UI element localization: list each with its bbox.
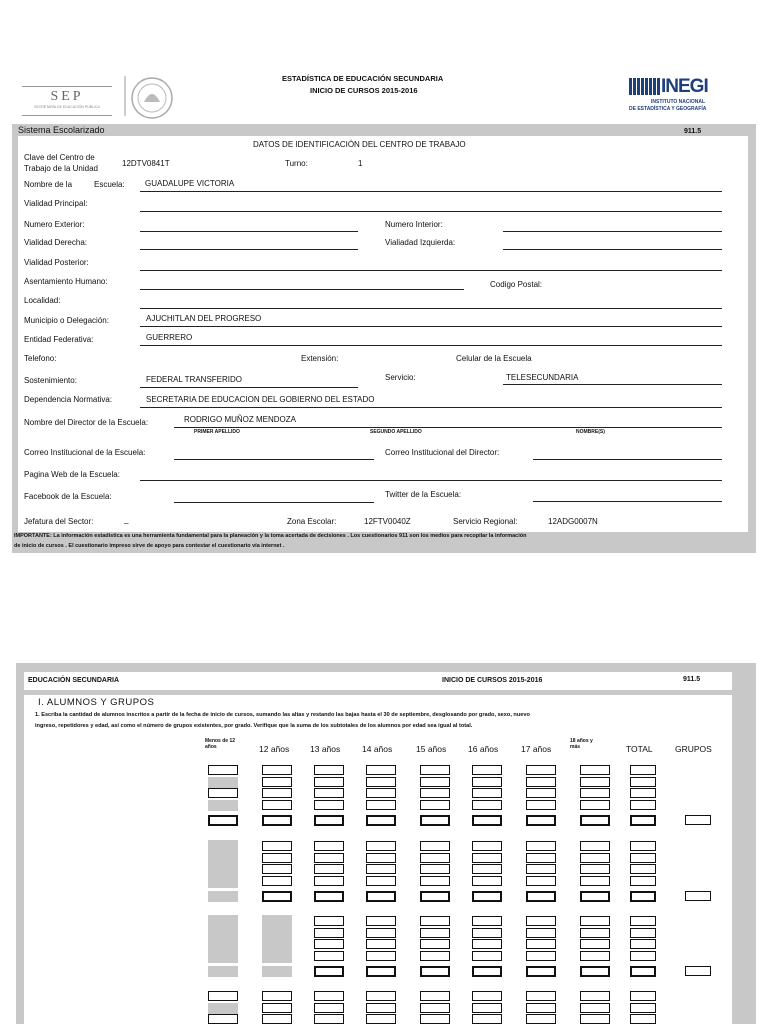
count-cell[interactable] xyxy=(314,916,344,926)
entidad-value: GUERRERO xyxy=(146,333,193,342)
correo-escuela-label: Correo Institucional de la Escuela: xyxy=(24,448,146,457)
vialidad-principal-label: Vialidad Principal: xyxy=(24,199,88,208)
page1 xyxy=(12,68,756,553)
subtotal-cell[interactable] xyxy=(262,891,292,902)
codigo-postal-label: Codigo Postal: xyxy=(490,280,543,289)
subtotal-cell[interactable] xyxy=(262,815,292,826)
jefatura-label: Jefatura del Sector: xyxy=(24,517,94,526)
count-cell[interactable] xyxy=(630,1003,656,1013)
celular-label: Celular de la Escuela xyxy=(456,354,532,363)
count-cell[interactable] xyxy=(580,765,610,775)
director-line xyxy=(174,427,722,428)
count-cell[interactable] xyxy=(262,765,292,775)
count-cell[interactable] xyxy=(420,951,450,961)
sostenimiento-line xyxy=(140,387,358,388)
count-cell[interactable] xyxy=(526,916,556,926)
nombre-label-1: Nombre de la xyxy=(24,180,73,189)
sep-logo-sub: SECRETARÍA DE EDUCACIÓN PÚBLICA xyxy=(34,105,100,109)
empty-cell xyxy=(262,916,292,927)
segundo-apellido-label: SEGUNDO APELLIDO xyxy=(370,429,422,435)
count-cell[interactable] xyxy=(472,951,502,961)
column-header: 13 años xyxy=(310,744,341,754)
page2-instr-1: 1. Escriba la cantidad de alumnos inscritos a partir de la fecha de inicio de cursos, sumando las altas y restando las bajas hasta el 30 de septiembre, desglosando por grado, sexo, nuevo xyxy=(35,712,530,718)
page2-cycle: INICIO DE CURSOS 2015-2016 xyxy=(442,677,543,684)
count-cell[interactable] xyxy=(366,916,396,926)
count-cell[interactable] xyxy=(630,853,656,863)
count-cell[interactable] xyxy=(472,991,502,1001)
entidad-line xyxy=(140,345,722,346)
count-cell[interactable] xyxy=(262,800,292,810)
count-cell[interactable] xyxy=(580,1003,610,1013)
count-cell[interactable] xyxy=(526,939,556,949)
count-cell[interactable] xyxy=(526,876,556,886)
count-cell[interactable] xyxy=(630,1014,656,1024)
count-cell[interactable] xyxy=(472,916,502,926)
servicio-line xyxy=(503,384,722,385)
count-cell[interactable] xyxy=(314,853,344,863)
asentamiento-line xyxy=(140,289,464,290)
count-cell[interactable] xyxy=(580,864,610,874)
subtotal-cell[interactable] xyxy=(580,891,610,902)
empty-cell xyxy=(208,864,238,875)
municipio-value: AJUCHITLAN DEL PROGRESO xyxy=(146,314,262,323)
count-cell[interactable] xyxy=(366,765,396,775)
mexico-seal-icon xyxy=(130,76,174,120)
nombres-label: NOMBRE(S) xyxy=(576,429,605,435)
localidad-label: Localidad: xyxy=(24,296,61,305)
numero-interior-line xyxy=(503,231,722,232)
subtotal-cell[interactable] xyxy=(630,891,656,902)
subtotal-cell[interactable] xyxy=(472,966,502,977)
count-cell[interactable] xyxy=(314,991,344,1001)
count-cell[interactable] xyxy=(314,788,344,798)
count-cell[interactable] xyxy=(314,1014,344,1024)
column-header: 17 años xyxy=(521,744,552,754)
important-note-1: IMPORTANTE: La información estadística es una herramienta fundamental para la planeación y la toma acertada de decisiones . Los cuestionarios 911 son los medios para recopilar la información xyxy=(14,533,527,539)
section-title: DATOS DE IDENTIFICACIÓN DEL CENTRO DE TRABAJO xyxy=(253,140,466,149)
count-cell[interactable] xyxy=(208,1014,238,1024)
count-cell[interactable] xyxy=(472,939,502,949)
count-cell[interactable] xyxy=(208,788,238,798)
count-cell[interactable] xyxy=(580,1014,610,1024)
subtotal-cell[interactable] xyxy=(366,815,396,826)
subtotal-cell[interactable] xyxy=(420,891,450,902)
correo-escuela-line xyxy=(174,459,374,460)
count-cell[interactable] xyxy=(630,841,656,851)
empty-cell xyxy=(208,966,238,977)
count-cell[interactable] xyxy=(262,1003,292,1013)
count-cell[interactable] xyxy=(472,765,502,775)
count-cell[interactable] xyxy=(580,939,610,949)
count-cell[interactable] xyxy=(526,1003,556,1013)
empty-cell xyxy=(208,939,238,950)
vialidad-izquierda-line xyxy=(503,249,722,250)
column-header: GRUPOS xyxy=(675,744,712,754)
count-cell[interactable] xyxy=(366,1014,396,1024)
servicio-value: TELESECUNDARIA xyxy=(506,373,579,382)
empty-cell xyxy=(262,939,292,950)
count-cell[interactable] xyxy=(262,1014,292,1024)
count-cell[interactable] xyxy=(630,876,656,886)
count-cell[interactable] xyxy=(472,777,502,787)
empty-cell xyxy=(262,951,292,962)
count-cell[interactable] xyxy=(526,853,556,863)
count-cell[interactable] xyxy=(472,841,502,851)
count-cell[interactable] xyxy=(420,939,450,949)
count-cell[interactable] xyxy=(366,939,396,949)
empty-cell xyxy=(208,916,238,927)
count-cell[interactable] xyxy=(630,951,656,961)
turno-value: 1 xyxy=(358,159,363,168)
inegi-logo-text: INEGI xyxy=(661,76,708,97)
count-cell[interactable] xyxy=(526,1014,556,1024)
subtotal-cell[interactable] xyxy=(526,966,556,977)
count-cell[interactable] xyxy=(262,788,292,798)
pagina-web-label: Pagina Web de la Escuela: xyxy=(24,470,120,479)
count-cell[interactable] xyxy=(420,876,450,886)
entidad-label: Entidad Federativa: xyxy=(24,335,94,344)
count-cell[interactable] xyxy=(314,1003,344,1013)
coat-of-arms-icon xyxy=(124,76,126,116)
important-note-2: de inicio de cursos . El cuestionario impreso sirve de apoyo para contestar el cuestionario vía internet . xyxy=(14,543,285,549)
count-cell[interactable] xyxy=(366,991,396,1001)
count-cell[interactable] xyxy=(366,1003,396,1013)
turno-label: Turno: xyxy=(285,159,308,168)
nombre-value: GUADALUPE VICTORIA xyxy=(145,179,235,188)
vialidad-derecha-label: Vialidad Derecha: xyxy=(24,238,88,247)
count-cell[interactable] xyxy=(630,991,656,1001)
empty-cell xyxy=(208,876,238,887)
count-cell[interactable] xyxy=(472,800,502,810)
zona-value: 12FTV0040Z xyxy=(364,517,411,526)
empty-cell xyxy=(208,853,238,864)
count-cell[interactable] xyxy=(630,864,656,874)
count-cell[interactable] xyxy=(366,864,396,874)
column-header: 18 años y más xyxy=(570,738,593,750)
empty-cell xyxy=(208,928,238,939)
empty-cell xyxy=(262,966,292,977)
count-cell[interactable] xyxy=(366,853,396,863)
subtotal-cell[interactable] xyxy=(472,815,502,826)
count-cell[interactable] xyxy=(630,777,656,787)
column-header: 15 años xyxy=(416,744,447,754)
subtotal-cell[interactable] xyxy=(314,966,344,977)
count-cell[interactable] xyxy=(526,765,556,775)
sep-logo-text: SEP xyxy=(50,89,84,104)
count-cell[interactable] xyxy=(420,788,450,798)
subtotal-cell[interactable] xyxy=(314,815,344,826)
sostenimiento-value: FEDERAL TRANSFERIDO xyxy=(146,375,243,384)
count-cell[interactable] xyxy=(526,841,556,851)
count-cell[interactable] xyxy=(580,800,610,810)
count-cell[interactable] xyxy=(472,1014,502,1024)
subtotal-cell[interactable] xyxy=(580,966,610,977)
subtotal-cell[interactable] xyxy=(420,966,450,977)
header-title-1: ESTADÍSTICA DE EDUCACIÓN SECUNDARIA xyxy=(282,74,444,83)
count-cell[interactable] xyxy=(420,1003,450,1013)
count-cell[interactable] xyxy=(314,928,344,938)
primer-apellido-label: PRIMER APELLIDO xyxy=(194,429,240,435)
clave-value: 12DTV0841T xyxy=(122,159,170,168)
localidad-line xyxy=(140,308,722,309)
vialidad-posterior-label: Vialidad Posterior: xyxy=(24,258,89,267)
count-cell[interactable] xyxy=(420,800,450,810)
count-cell[interactable] xyxy=(366,951,396,961)
count-cell[interactable] xyxy=(526,864,556,874)
count-cell[interactable] xyxy=(630,916,656,926)
count-cell[interactable] xyxy=(630,939,656,949)
twitter-label: Twitter de la Escuela: xyxy=(385,490,462,499)
count-cell[interactable] xyxy=(420,765,450,775)
subtotal-cell[interactable] xyxy=(420,815,450,826)
grupos-cell[interactable] xyxy=(685,815,711,825)
form-code: 911.5 xyxy=(684,128,702,135)
page2-section: I. ALUMNOS Y GRUPOS xyxy=(38,697,155,708)
count-cell[interactable] xyxy=(366,788,396,798)
inegi-graph-icon xyxy=(629,78,661,95)
count-cell[interactable] xyxy=(526,788,556,798)
count-cell[interactable] xyxy=(208,765,238,775)
subtotal-cell[interactable] xyxy=(208,815,238,826)
count-cell[interactable] xyxy=(262,841,292,851)
count-cell[interactable] xyxy=(262,864,292,874)
count-cell[interactable] xyxy=(472,864,502,874)
empty-cell xyxy=(208,891,238,902)
count-cell[interactable] xyxy=(314,876,344,886)
count-cell[interactable] xyxy=(420,1014,450,1024)
facebook-line xyxy=(174,502,374,503)
grupos-cell[interactable] xyxy=(685,966,711,976)
count-cell[interactable] xyxy=(420,841,450,851)
count-cell[interactable] xyxy=(420,777,450,787)
count-cell[interactable] xyxy=(580,876,610,886)
count-cell[interactable] xyxy=(366,777,396,787)
count-cell[interactable] xyxy=(314,864,344,874)
correo-director-label: Correo Institucional del Director: xyxy=(385,448,500,457)
count-cell[interactable] xyxy=(366,800,396,810)
inegi-logo-sub2: DE ESTADÍSTICA Y GEOGRAFÍA xyxy=(629,106,707,112)
numero-exterior-line xyxy=(140,231,358,232)
count-cell[interactable] xyxy=(630,800,656,810)
dependencia-line xyxy=(140,407,722,408)
empty-cell xyxy=(208,841,238,852)
vialidad-posterior-line xyxy=(140,270,722,271)
count-cell[interactable] xyxy=(580,788,610,798)
jefatura-value: _ xyxy=(124,515,129,524)
clave-label-2: Trabajo de la Unidad xyxy=(24,164,98,173)
zona-label: Zona Escolar: xyxy=(287,517,337,526)
subtotal-cell[interactable] xyxy=(526,815,556,826)
servicio-label: Servicio: xyxy=(385,373,416,382)
count-cell[interactable] xyxy=(580,916,610,926)
count-cell[interactable] xyxy=(580,841,610,851)
count-cell[interactable] xyxy=(366,876,396,886)
subtotal-cell[interactable] xyxy=(366,891,396,902)
count-cell[interactable] xyxy=(580,777,610,787)
column-header: 12 años xyxy=(259,744,290,754)
count-cell[interactable] xyxy=(262,876,292,886)
municipio-line xyxy=(140,326,722,327)
subtotal-cell[interactable] xyxy=(526,891,556,902)
count-cell[interactable] xyxy=(630,928,656,938)
count-cell[interactable] xyxy=(580,853,610,863)
nombre-label-2: Escuela: xyxy=(94,180,125,189)
servicio-regional-label: Servicio Regional: xyxy=(453,517,518,526)
count-cell[interactable] xyxy=(314,939,344,949)
count-cell[interactable] xyxy=(366,928,396,938)
count-cell[interactable] xyxy=(314,777,344,787)
subtotal-cell[interactable] xyxy=(366,966,396,977)
count-cell[interactable] xyxy=(630,788,656,798)
telefono-label: Telefono: xyxy=(24,354,57,363)
count-cell[interactable] xyxy=(472,876,502,886)
municipio-label: Municipio o Delegación: xyxy=(24,316,109,325)
asentamiento-label: Asentamiento Humano: xyxy=(24,277,108,286)
count-cell[interactable] xyxy=(420,864,450,874)
subtotal-cell[interactable] xyxy=(580,815,610,826)
count-cell[interactable] xyxy=(314,841,344,851)
extension-label: Extensión: xyxy=(301,354,339,363)
empty-cell xyxy=(208,800,238,811)
twitter-line xyxy=(533,501,722,502)
inegi-logo xyxy=(629,76,725,112)
numero-interior-label: Numero Interior: xyxy=(385,220,443,229)
count-cell[interactable] xyxy=(420,991,450,1001)
correo-director-line xyxy=(533,459,722,460)
count-cell[interactable] xyxy=(472,788,502,798)
count-cell[interactable] xyxy=(262,853,292,863)
empty-cell xyxy=(208,951,238,962)
count-cell[interactable] xyxy=(526,800,556,810)
dependencia-value: SECRETARIA DE EDUCACION DEL GOBIERNO DEL ESTADO xyxy=(146,395,375,404)
vialidad-derecha-line xyxy=(140,249,358,250)
count-cell[interactable] xyxy=(208,991,238,1001)
subtotal-cell[interactable] xyxy=(314,891,344,902)
count-cell[interactable] xyxy=(314,951,344,961)
column-header: 16 años xyxy=(468,744,499,754)
page2-header-bar xyxy=(24,672,732,690)
numero-exterior-label: Numero Exterior: xyxy=(24,220,85,229)
count-cell[interactable] xyxy=(580,951,610,961)
count-cell[interactable] xyxy=(526,777,556,787)
count-cell[interactable] xyxy=(472,1003,502,1013)
pagina-web-line xyxy=(140,480,722,481)
nombre-line xyxy=(140,191,722,192)
count-cell[interactable] xyxy=(314,765,344,775)
dependencia-label: Dependencia Normativa: xyxy=(24,395,113,404)
vialidad-principal-line xyxy=(140,211,722,212)
count-cell[interactable] xyxy=(262,777,292,787)
page2-level: EDUCACIÓN SECUNDARIA xyxy=(28,677,120,684)
empty-cell xyxy=(208,1003,238,1014)
count-cell[interactable] xyxy=(526,991,556,1001)
count-cell[interactable] xyxy=(580,928,610,938)
page2-instr-2: ingreso, repetidores y edad, así como el número de grupos existentes, por grado. Verifique que la suma de los subtotales de los alumnos por edad sea igual al total. xyxy=(35,723,473,729)
count-cell[interactable] xyxy=(472,853,502,863)
subtotal-cell[interactable] xyxy=(472,891,502,902)
director-value: RODRIGO MUÑOZ MENDOZA xyxy=(184,415,296,424)
count-cell[interactable] xyxy=(314,800,344,810)
clave-label-1: Clave del Centro de xyxy=(24,153,95,162)
sostenimiento-label: Sostenimiento: xyxy=(24,376,77,385)
inegi-logo-sub1: INSTITUTO NACIONAL xyxy=(651,99,706,105)
header-title-2: INICIO DE CURSOS 2015-2016 xyxy=(310,86,418,95)
system-label: Sistema Escolarizado xyxy=(18,125,105,135)
count-cell[interactable] xyxy=(526,951,556,961)
empty-cell xyxy=(262,928,292,939)
grupos-cell[interactable] xyxy=(685,891,711,901)
count-cell[interactable] xyxy=(526,928,556,938)
sep-logo xyxy=(22,86,112,116)
director-label: Nombre del Director de la Escuela: xyxy=(24,418,149,427)
count-cell[interactable] xyxy=(420,928,450,938)
subtotal-cell[interactable] xyxy=(630,815,656,826)
servicio-regional-value: 12ADG0007N xyxy=(548,517,598,526)
subtotal-cell[interactable] xyxy=(630,966,656,977)
column-header: Menos de 12 años xyxy=(205,738,236,750)
count-cell[interactable] xyxy=(420,916,450,926)
count-cell[interactable] xyxy=(420,853,450,863)
count-cell[interactable] xyxy=(472,928,502,938)
count-cell[interactable] xyxy=(262,991,292,1001)
facebook-label: Facebook de la Escuela: xyxy=(24,492,112,501)
vialidad-izquierda-label: Vialiadad Izquierda: xyxy=(385,238,456,247)
column-header: TOTAL xyxy=(626,744,653,754)
count-cell[interactable] xyxy=(630,765,656,775)
column-header: 14 años xyxy=(362,744,393,754)
empty-cell xyxy=(208,777,238,788)
form-body xyxy=(18,136,748,532)
page2-code: 911.5 xyxy=(683,676,701,683)
count-cell[interactable] xyxy=(580,991,610,1001)
count-cell[interactable] xyxy=(366,841,396,851)
